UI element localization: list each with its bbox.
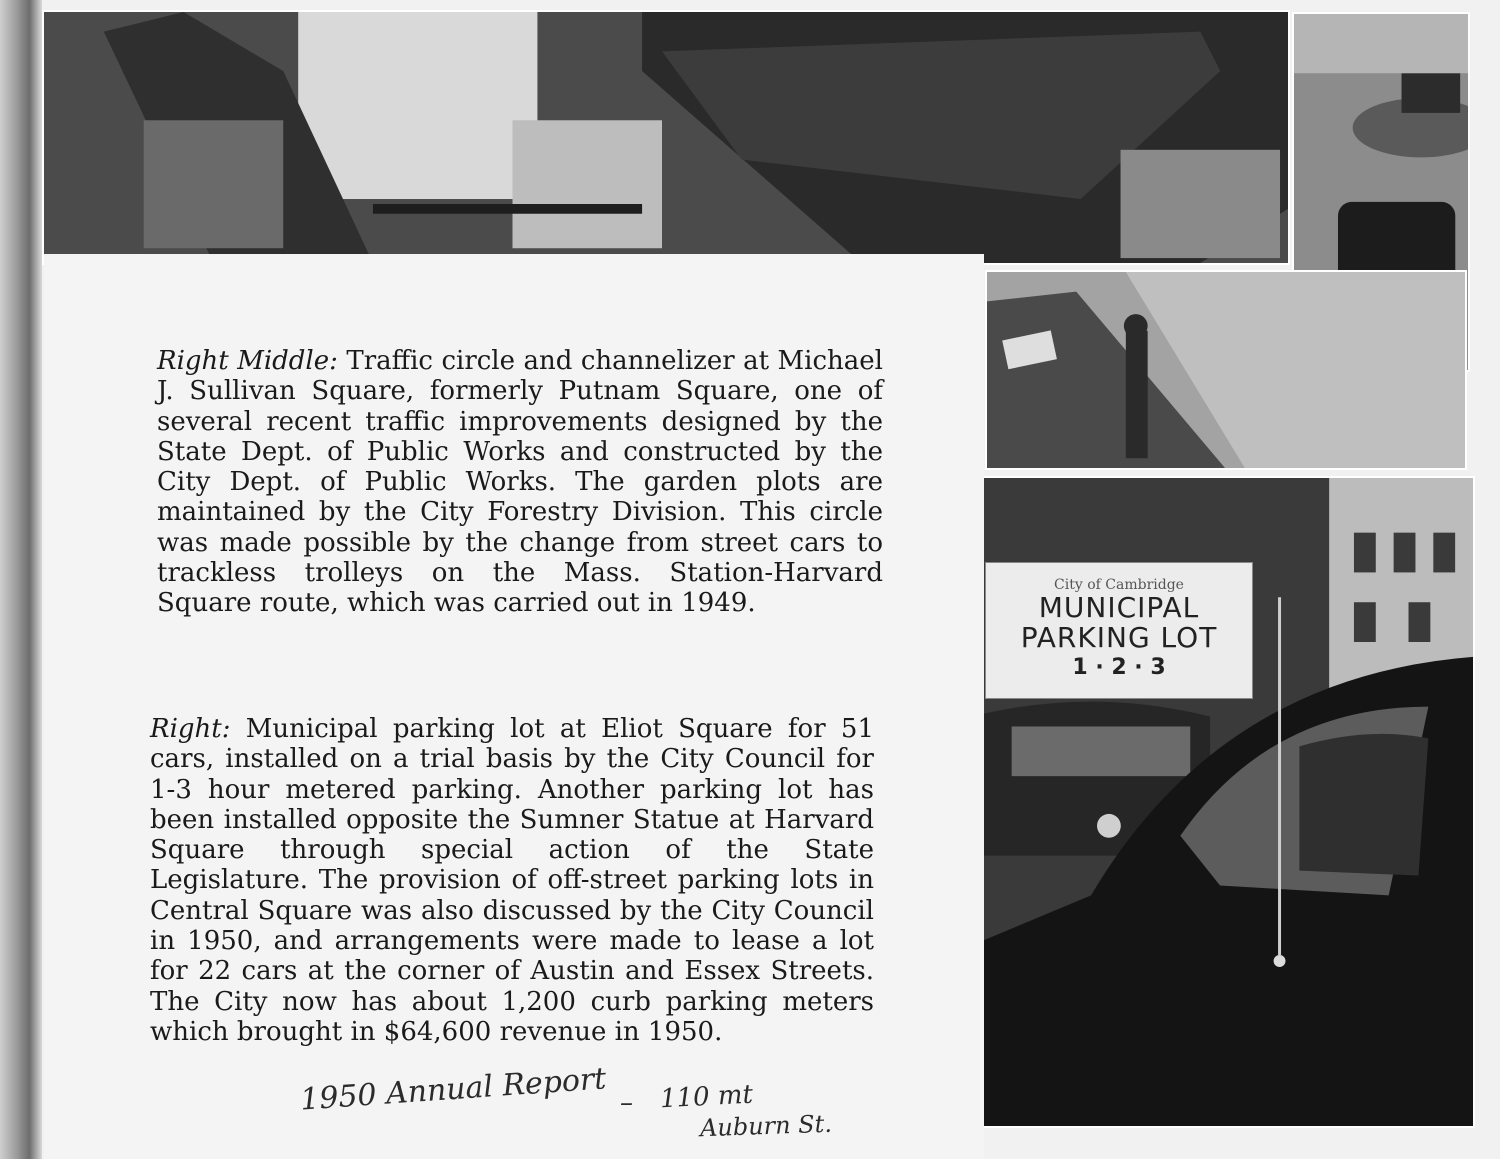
handwritten-note-report: 1950 Annual Report — [299, 1061, 608, 1118]
scan-edge — [0, 0, 42, 1159]
caption-right-lead: Right: — [150, 714, 231, 744]
caption-right-middle-body: Traffic circle and channelizer at Michael J. Sullivan Square, formerly Putnam Square, one of several recent traffic improvements designed by the State Dept. of Public Works and constructed by the City Dept. of Public Works. The garden plots are maintained by the City Forestry Division. This circle was made possible by the change from street cars to trackless trolleys on the Mass. Station-Harvard Square route, which was carried out in 1949. — [157, 346, 883, 619]
photo-traffic-circle — [985, 270, 1467, 470]
municipal-parking-sign — [985, 562, 1253, 699]
caption-right — [150, 714, 874, 1047]
handwritten-note-number: 110 mt — [659, 1079, 754, 1115]
photo-traffic-circle-drawing — [987, 272, 1465, 468]
handwritten-note-street: Auburn St. — [699, 1109, 833, 1143]
sign-line-municipal: MUNICIPAL — [1038, 591, 1200, 624]
sign-city-text: City of Cambridge — [1054, 577, 1184, 593]
sign-line-parking-lot: PARKING LOT — [1020, 621, 1218, 654]
caption-right-middle-lead: Right Middle: — [157, 346, 338, 376]
photo-office-desk — [42, 10, 1290, 265]
caption-right-body: Municipal parking lot at Eliot Square for 51 cars, installed on a trial basis by the City Council for 1-3 hour metered parking. Another parking lot has been installed opposite the Sumner Statue at Harvard Square through special action of the State Legislature. The provision of off-street parking lots in Central Square was also discussed by the City Council in 1950, and arrangements were made to lease a lot for 22 cars at the corner of Austin and Essex Streets. The City now has about 1,200 curb parking meters which brought in $64,600 revenue in 1950. — [150, 714, 874, 1047]
photo-office-desk-drawing — [44, 12, 1288, 263]
sign-rates: 1 · 2 · 3 — [1072, 655, 1166, 680]
handwritten-note-dash: – — [620, 1088, 633, 1118]
caption-right-middle — [157, 346, 883, 619]
